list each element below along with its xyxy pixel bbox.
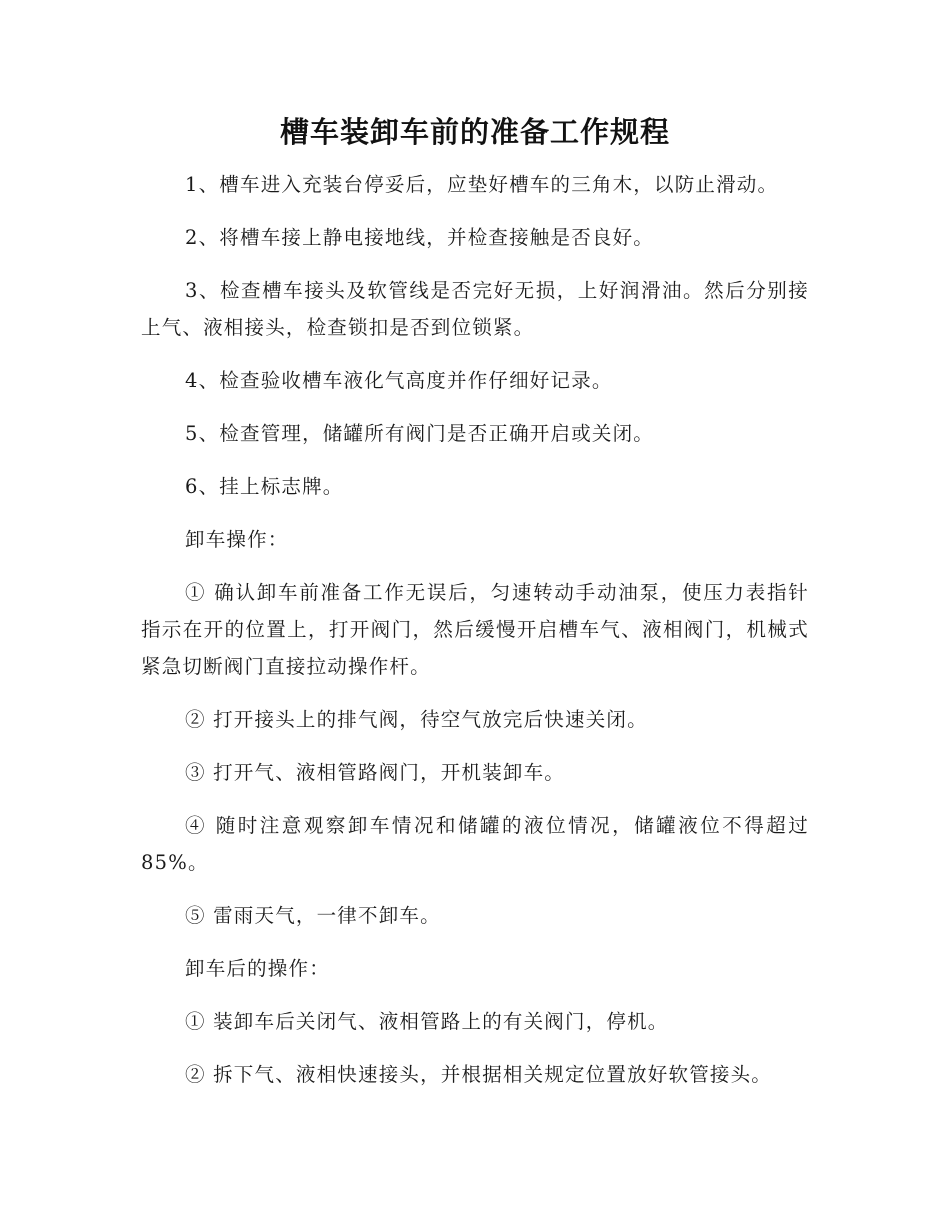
paragraph-unload-1: ① 确认卸车前准备工作无误后，匀速转动手动油泵，使压力表指针指示在开的位置上，打开阀门，然后缓慢开启槽车气、液相阀门，机械式紧急切断阀门直接拉动操作杆。 [141,581,809,678]
paragraph-unload-4: ④ 随时注意观察卸车情况和储罐的液位情况，储罐液位不得超过85%。 [141,814,809,874]
paragraph-after-1: ① 装卸车后关闭气、液相管路上的有关阀门，停机。 [185,1010,669,1033]
section-heading-unloading: 卸车操作： [185,528,289,551]
paragraph-step-4: 4、检查验收槽车液化气高度并作仔细好记录。 [185,369,613,392]
document-title: 槽车装卸车前的准备工作规程 [279,115,670,149]
paragraph-step-3: 3、检查槽车接头及软管线是否完好无损，上好润滑油。然后分别接上气、液相接头，检查锁扣是否到位锁紧。 [141,279,809,339]
document-body [141,166,809,1109]
paragraph-unload-3: ③ 打开气、液相管路阀门，开机装卸车。 [185,761,565,784]
paragraph-after-2: ② 拆下气、液相快速接头，并根据相关规定位置放好软管接头。 [185,1063,772,1086]
paragraph-unload-2: ② 打开接头上的排气阀，待空气放完后快速关闭。 [185,708,648,731]
paragraph-step-1: 1、槽车进入充装台停妥后，应垫好槽车的三角木，以防止滑动。 [185,173,779,196]
section-heading-after-unloading: 卸车后的操作： [185,957,330,980]
paragraph-step-6: 6、挂上标志牌。 [185,475,344,498]
paragraph-unload-5: ⑤ 雷雨天气，一律不卸车。 [185,904,441,927]
paragraph-step-2: 2、将槽车接上静电接地线，并检查接触是否良好。 [185,226,655,249]
paragraph-step-5: 5、检查管理，储罐所有阀门是否正确开启或关闭。 [185,422,655,445]
